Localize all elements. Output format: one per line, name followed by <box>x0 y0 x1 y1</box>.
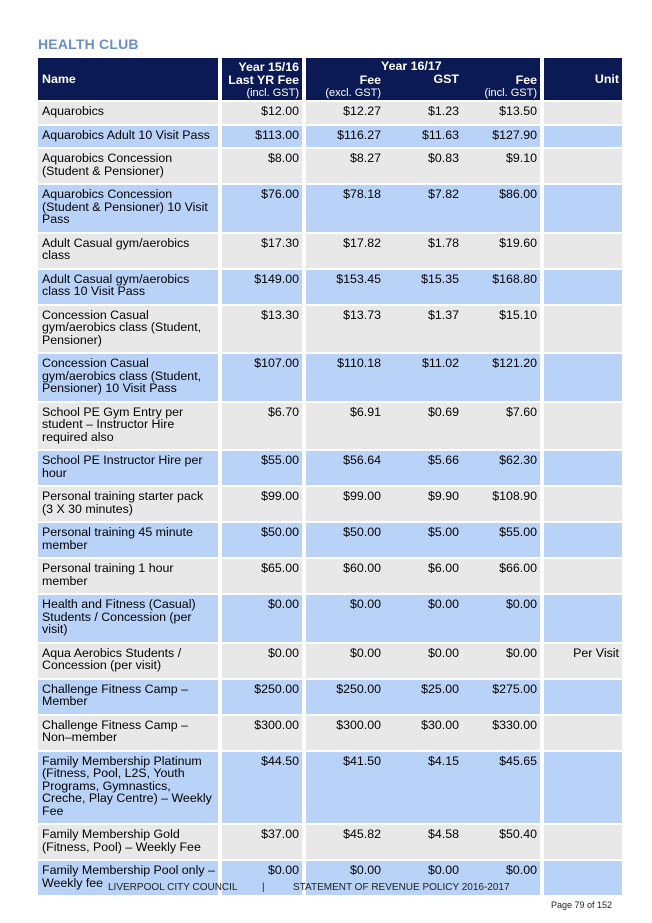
header-gst-label: GST <box>433 72 459 86</box>
row-gst: $11.63 <box>384 124 462 148</box>
table-row <box>38 304 622 353</box>
row-fee-incl: $121.20 <box>462 352 540 401</box>
row-name: Challenge Fitness Camp – Member <box>38 678 218 714</box>
row-unit <box>544 823 622 859</box>
row-gst: $4.58 <box>384 823 462 859</box>
row-gst: $1.23 <box>384 100 462 124</box>
table-row <box>38 449 622 485</box>
row-fee-excl: $13.73 <box>306 304 384 353</box>
table-row <box>38 593 622 642</box>
row-fee-incl: $86.00 <box>462 183 540 232</box>
row-last-year-fee: $65.00 <box>222 557 302 593</box>
row-gst: $0.00 <box>384 859 462 895</box>
table-row <box>38 147 622 183</box>
row-gst: $6.00 <box>384 557 462 593</box>
row-fee-excl: $60.00 <box>306 557 384 593</box>
row-last-year-fee: $8.00 <box>222 147 302 183</box>
row-fee-incl: $19.60 <box>462 232 540 268</box>
row-fee-excl: $45.82 <box>306 823 384 859</box>
row-gst: $5.00 <box>384 521 462 557</box>
row-fee-incl: $0.00 <box>462 859 540 895</box>
row-last-year-fee: $300.00 <box>222 714 302 750</box>
row-unit <box>544 521 622 557</box>
row-name: Aquarobics Concession (Student & Pensioner) <box>38 147 218 183</box>
row-gst: $0.83 <box>384 147 462 183</box>
row-unit <box>544 232 622 268</box>
row-fee-excl: $78.18 <box>306 183 384 232</box>
row-name: Family Membership Pool only – Weekly fee <box>38 859 218 895</box>
section-title: HEALTH CLUB <box>38 36 139 52</box>
footer-doc-title: STATEMENT OF REVENUE POLICY 2016-2017 <box>293 882 510 893</box>
row-unit <box>544 714 622 750</box>
row-last-year-fee: $113.00 <box>222 124 302 148</box>
row-fee-incl: $330.00 <box>462 714 540 750</box>
row-gst: $25.00 <box>384 678 462 714</box>
row-gst: $0.69 <box>384 401 462 450</box>
row-unit <box>544 183 622 232</box>
table-row <box>38 557 622 593</box>
row-last-year-fee: $12.00 <box>222 100 302 124</box>
row-fee-excl: $300.00 <box>306 714 384 750</box>
row-last-year-fee: $0.00 <box>222 642 302 678</box>
row-name: Aquarobics Adult 10 Visit Pass <box>38 124 218 148</box>
row-last-year-fee: $0.00 <box>222 593 302 642</box>
row-unit <box>544 678 622 714</box>
row-name: Family Membership Platinum (Fitness, Pool, L2S, Youth Programs, Gymnastics, Creche, Play Centre) – Weekly Fee <box>38 750 218 824</box>
row-unit <box>544 100 622 124</box>
header-last-year-fee <box>222 58 302 100</box>
table-row <box>38 401 622 450</box>
row-name: Challenge Fitness Camp – Non–member <box>38 714 218 750</box>
row-fee-excl: $50.00 <box>306 521 384 557</box>
row-fee-incl: $168.80 <box>462 268 540 304</box>
row-fee-incl: $0.00 <box>462 593 540 642</box>
row-name: School PE Gym Entry per student – Instructor Hire required also <box>38 401 218 450</box>
table-row <box>38 642 622 678</box>
row-fee-excl: $116.27 <box>306 124 384 148</box>
row-fee-excl: $99.00 <box>306 485 384 521</box>
header-fee-excl-label: Fee <box>359 73 381 87</box>
row-fee-incl: $15.10 <box>462 304 540 353</box>
row-name: Adult Casual gym/aerobics class <box>38 232 218 268</box>
row-fee-incl: $62.30 <box>462 449 540 485</box>
row-gst: $4.15 <box>384 750 462 824</box>
header-fee-excl-sub: (excl. GST) <box>325 87 381 99</box>
row-name: Health and Fitness (Casual) Students / Concession (per visit) <box>38 593 218 642</box>
row-fee-incl: $275.00 <box>462 678 540 714</box>
row-name: Adult Casual gym/aerobics class 10 Visit Pass <box>38 268 218 304</box>
row-gst: $30.00 <box>384 714 462 750</box>
page-number: Page 79 of 152 <box>550 900 612 910</box>
row-gst: $0.00 <box>384 593 462 642</box>
fees-table <box>38 58 622 895</box>
header-last-year-sub: (incl. GST) <box>246 87 299 99</box>
row-fee-incl: $66.00 <box>462 557 540 593</box>
row-name: Aquarobics Concession (Student & Pensioner) 10 Visit Pass <box>38 183 218 232</box>
row-gst: $1.37 <box>384 304 462 353</box>
row-last-year-fee: $76.00 <box>222 183 302 232</box>
row-gst: $11.02 <box>384 352 462 401</box>
row-fee-excl: $153.45 <box>306 268 384 304</box>
row-unit <box>544 401 622 450</box>
row-fee-excl: $6.91 <box>306 401 384 450</box>
row-unit <box>544 124 622 148</box>
row-name: Personal training 45 minute member <box>38 521 218 557</box>
table-row <box>38 100 622 124</box>
row-unit <box>544 485 622 521</box>
row-fee-incl: $0.00 <box>462 642 540 678</box>
table-row <box>38 678 622 714</box>
row-unit <box>544 593 622 642</box>
footer-org: LIVERPOOL CITY COUNCIL <box>108 882 238 893</box>
row-unit <box>544 557 622 593</box>
row-fee-excl: $110.18 <box>306 352 384 401</box>
row-fee-incl: $13.50 <box>462 100 540 124</box>
row-fee-excl: $0.00 <box>306 859 384 895</box>
header-unit: Unit <box>544 58 622 100</box>
row-last-year-fee: $17.30 <box>222 232 302 268</box>
table-row <box>38 183 622 232</box>
table-row <box>38 485 622 521</box>
row-name: Aqua Aerobics Students / Concession (per visit) <box>38 642 218 678</box>
row-fee-excl: $56.64 <box>306 449 384 485</box>
row-last-year-fee: $37.00 <box>222 823 302 859</box>
row-last-year-fee: $6.70 <box>222 401 302 450</box>
row-last-year-fee: $107.00 <box>222 352 302 401</box>
row-fee-incl: $45.65 <box>462 750 540 824</box>
row-unit <box>544 304 622 353</box>
fees-table-body <box>38 100 622 895</box>
header-fee-incl-label: Fee <box>515 73 537 87</box>
header-last-year-line2: Last YR Fee <box>228 73 299 87</box>
row-fee-excl: $8.27 <box>306 147 384 183</box>
header-fee-excl <box>306 58 384 100</box>
table-row <box>38 714 622 750</box>
row-name: Personal training starter pack (3 X 30 minutes) <box>38 485 218 521</box>
row-unit <box>544 859 622 895</box>
row-gst: $9.90 <box>384 485 462 521</box>
table-row <box>38 124 622 148</box>
row-fee-excl: $0.00 <box>306 642 384 678</box>
row-gst: $0.00 <box>384 642 462 678</box>
row-unit <box>544 750 622 824</box>
row-unit <box>544 268 622 304</box>
row-fee-excl: $12.27 <box>306 100 384 124</box>
row-last-year-fee: $250.00 <box>222 678 302 714</box>
row-unit <box>544 449 622 485</box>
table-row <box>38 521 622 557</box>
table-row <box>38 352 622 401</box>
row-gst: $5.66 <box>384 449 462 485</box>
row-unit: Per Visit <box>544 642 622 678</box>
row-fee-incl: $9.10 <box>462 147 540 183</box>
header-fee-incl-sub: (incl. GST) <box>484 87 537 99</box>
header-name: Name <box>38 58 218 100</box>
table-row <box>38 823 622 859</box>
header-fee-incl <box>462 58 540 100</box>
row-name: Personal training 1 hour member <box>38 557 218 593</box>
table-row <box>38 268 622 304</box>
table-header-row <box>38 58 622 100</box>
row-last-year-fee: $55.00 <box>222 449 302 485</box>
row-fee-incl: $7.60 <box>462 401 540 450</box>
row-last-year-fee: $99.00 <box>222 485 302 521</box>
footer-separator: | <box>262 882 265 893</box>
header-last-year-line1: Year 15/16 <box>238 60 299 74</box>
row-unit <box>544 352 622 401</box>
row-fee-excl: $0.00 <box>306 593 384 642</box>
row-fee-incl: $108.90 <box>462 485 540 521</box>
row-unit <box>544 147 622 183</box>
header-year-group: Year 16/17 <box>381 59 442 73</box>
row-name: Concession Casual gym/aerobics class (Student, Pensioner) 10 Visit Pass <box>38 352 218 401</box>
header-gst <box>381 58 462 100</box>
row-gst: $1.78 <box>384 232 462 268</box>
row-name: School PE Instructor Hire per hour <box>38 449 218 485</box>
row-last-year-fee: $149.00 <box>222 268 302 304</box>
row-last-year-fee: $50.00 <box>222 521 302 557</box>
row-fee-incl: $127.90 <box>462 124 540 148</box>
row-gst: $15.35 <box>384 268 462 304</box>
row-last-year-fee: $13.30 <box>222 304 302 353</box>
table-row <box>38 750 622 824</box>
row-last-year-fee: $44.50 <box>222 750 302 824</box>
row-name: Concession Casual gym/aerobics class (Student, Pensioner) <box>38 304 218 353</box>
row-name: Aquarobics <box>38 100 218 124</box>
row-last-year-fee: $0.00 <box>222 859 302 895</box>
row-fee-excl: $250.00 <box>306 678 384 714</box>
row-fee-incl: $55.00 <box>462 521 540 557</box>
row-fee-incl: $50.40 <box>462 823 540 859</box>
row-name: Family Membership Gold (Fitness, Pool) – Weekly Fee <box>38 823 218 859</box>
table-row <box>38 232 622 268</box>
row-fee-excl: $41.50 <box>306 750 384 824</box>
row-gst: $7.82 <box>384 183 462 232</box>
row-fee-excl: $17.82 <box>306 232 384 268</box>
